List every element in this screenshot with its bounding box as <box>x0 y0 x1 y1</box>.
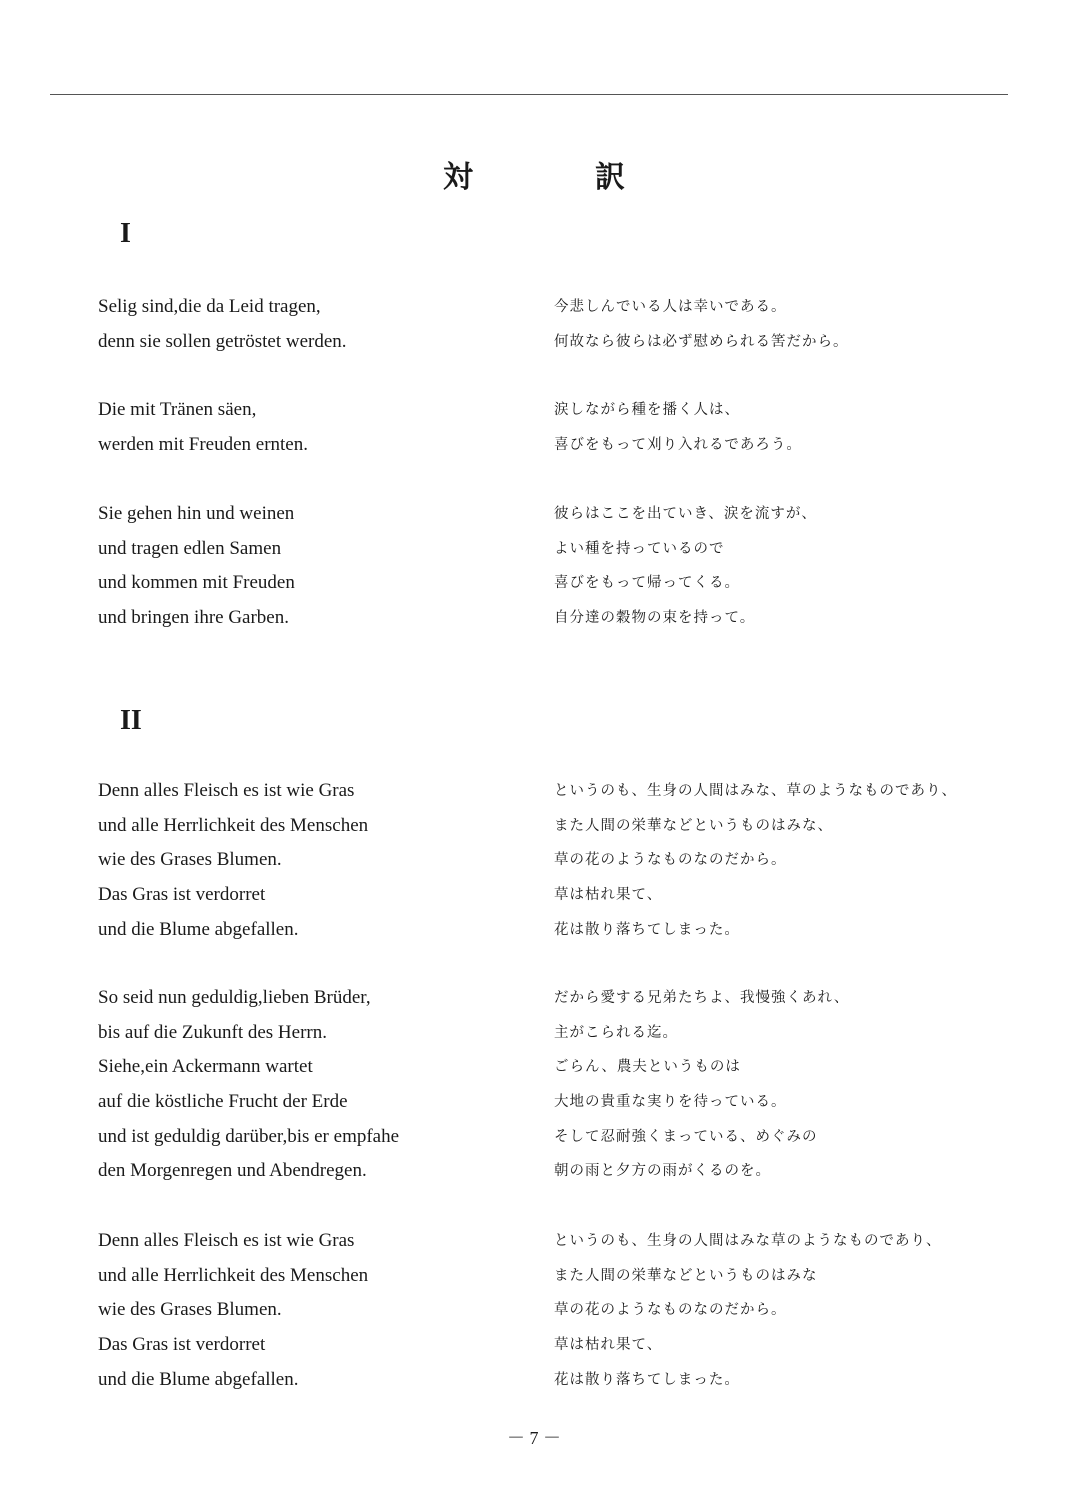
translation-line: 主がこられる迄。 <box>554 1024 678 1041</box>
header-rule <box>50 94 1008 95</box>
stanza-de <box>98 290 347 359</box>
translation-line: 草は枯れ果て、 <box>554 1337 663 1354</box>
stanza-de <box>98 497 295 636</box>
verse-line: Selig sind,die da Leid tragen, <box>98 296 321 317</box>
verse-line: denn sie sollen getröstet werden. <box>98 330 347 352</box>
translation-line: また人間の栄華などというものはみな、 <box>554 817 833 834</box>
stanza-de <box>98 1224 368 1397</box>
translation-line: 朝の雨と夕方の雨がくるのを。 <box>554 1163 771 1180</box>
translation-line: 喜びをもって帰ってくる。 <box>554 575 740 592</box>
translation-line: 草の花のようなものなのだから。 <box>554 852 787 869</box>
verse-line: und kommen mit Freuden <box>98 572 295 594</box>
verse-line: und bringen ihre Garben. <box>98 607 289 629</box>
verse-line: auf die köstliche Frucht der Erde <box>98 1091 348 1113</box>
verse-line: wie des Grases Blumen. <box>98 1299 282 1321</box>
translation-line: 涙しながら種を播く人は、 <box>554 402 740 418</box>
translation-line: 彼らはここを出ていき、涙を流すが、 <box>554 506 817 522</box>
stanza-ja <box>554 393 802 462</box>
stanza-de <box>98 774 368 947</box>
translation-line: 花は散り落ちてしまった。 <box>554 921 740 938</box>
translation-line: よい種を持っているので <box>554 540 725 557</box>
translation-line: だから愛する兄弟たちよ、我慢強くあれ、 <box>554 990 850 1006</box>
verse-line: werden mit Freuden ernten. <box>98 433 308 455</box>
verse-line: und die Blume abgefallen. <box>98 1368 299 1390</box>
translation-line: 大地の貴重な実りを待っている。 <box>554 1094 787 1111</box>
translation-line: ごらん、農夫というものは <box>554 1059 741 1076</box>
translation-line: 何故なら彼らは必ず慰められる筈だから。 <box>554 333 849 350</box>
verse-line: Denn alles Fleisch es ist wie Gras <box>98 780 355 801</box>
verse-line: den Morgenregen und Abendregen. <box>98 1160 367 1182</box>
section-number-1: I <box>120 218 131 249</box>
verse-line: und die Blume abgefallen. <box>98 918 299 940</box>
verse-line: So seid nun geduldig,lieben Brüder, <box>98 987 371 1008</box>
stanza-ja <box>554 290 849 359</box>
translation-line: 草は枯れ果て、 <box>554 887 663 904</box>
translation-line: というのも、生身の人間はみな草のようなものであり、 <box>554 1233 942 1249</box>
stanza-ja <box>554 1224 942 1397</box>
translation-line: 喜びをもって刈り入れるであろう。 <box>554 436 802 453</box>
translation-line: 自分達の穀物の束を持って。 <box>554 610 756 627</box>
stanza-ja <box>554 497 817 636</box>
stanza-de <box>98 393 308 462</box>
translation-line: また人間の栄華などというものはみな <box>554 1267 818 1284</box>
verse-line: Sie gehen hin und weinen <box>98 503 295 524</box>
page-title: 対 訳 <box>443 160 671 195</box>
verse-line: und tragen edlen Samen <box>98 537 282 559</box>
stanza-de <box>98 981 399 1189</box>
verse-line: bis auf die Zukunft des Herrn. <box>98 1021 327 1043</box>
verse-line: Das Gras ist verdorret <box>98 884 266 906</box>
verse-line: Das Gras ist verdorret <box>98 1334 266 1356</box>
translation-line: 草の花のようなものなのだから。 <box>554 1302 787 1319</box>
verse-line: Denn alles Fleisch es ist wie Gras <box>98 1230 355 1251</box>
translation-line: そして忍耐強くまっている、めぐみの <box>554 1128 818 1145</box>
verse-line: Die mit Tränen säen, <box>98 399 257 420</box>
translation-line: というのも、生身の人間はみな、草のようなものであり、 <box>554 783 957 799</box>
page-number: － 7 － <box>507 1428 561 1448</box>
translation-line: 今悲しんでいる人は幸いである。 <box>554 299 787 315</box>
verse-line: und alle Herrlichkeit des Menschen <box>98 1264 369 1286</box>
section-number-2: II <box>120 705 142 736</box>
stanza-ja <box>554 774 957 947</box>
translation-line: 花は散り落ちてしまった。 <box>554 1371 740 1388</box>
verse-line: Siehe,ein Ackermann wartet <box>98 1056 313 1078</box>
verse-line: wie des Grases Blumen. <box>98 849 282 871</box>
stanza-ja <box>554 981 849 1189</box>
verse-line: und ist geduldig darüber,bis er empfahe <box>98 1125 400 1147</box>
verse-line: und alle Herrlichkeit des Menschen <box>98 814 369 836</box>
